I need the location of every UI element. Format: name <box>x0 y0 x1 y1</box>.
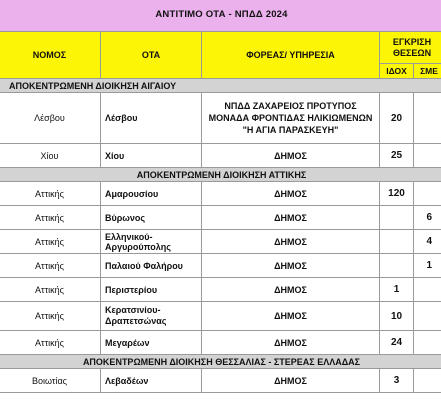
cell-foreas: ΔΗΜΟΣ <box>202 254 380 278</box>
cell-ota: Παλαιού Φαλήρου <box>101 254 202 278</box>
cell-foreas: ΔΗΜΟΣ <box>202 302 380 331</box>
table-row <box>0 93 441 144</box>
table-row <box>0 278 441 302</box>
cell-foreas: ΔΗΜΟΣ <box>202 206 380 230</box>
cell-foreas: ΔΗΜΟΣ <box>202 369 380 393</box>
cell-sme <box>414 182 441 206</box>
header-foreas: ΦΟΡΕΑΣ/ ΥΠΗΡΕΣΙΑ <box>202 32 380 79</box>
cell-idox: 3 <box>380 369 414 393</box>
table-row <box>0 182 441 206</box>
cell-foreas: ΔΗΜΟΣ <box>202 182 380 206</box>
section-row <box>0 79 441 93</box>
cell-idox <box>380 206 414 230</box>
section-label: ΑΠΟΚΕΝΤΡΩΜΕΝΗ ΔΙΟΙΚΗΣΗ ΘΕΣΣΑΛΙΑΣ - ΣΤΕΡΕΑΣ ΕΛΛΑΔΑΣ <box>0 355 441 369</box>
cell-nomos: Χίου <box>0 144 101 168</box>
header-ota: ΟΤΑ <box>101 32 202 79</box>
title-row <box>0 0 441 32</box>
cell-nomos: Αττικής <box>0 278 101 302</box>
cell-idox <box>380 254 414 278</box>
cell-nomos: Αττικής <box>0 182 101 206</box>
cell-nomos: Βοιωτίας <box>0 369 101 393</box>
cell-foreas: ΔΗΜΟΣ <box>202 331 380 355</box>
cell-nomos: Αττικής <box>0 230 101 254</box>
cell-ota: Χίου <box>101 144 202 168</box>
cell-ota: Βύρωνος <box>101 206 202 230</box>
header-idox: ΙΔΟΧ <box>380 64 414 79</box>
header-sme: ΣΜΕ <box>414 64 441 79</box>
cell-sme <box>414 93 441 144</box>
cell-ota: Κερατσινίου-Δραπετσώνας <box>101 302 202 331</box>
cell-idox <box>380 230 414 254</box>
cell-idox: 25 <box>380 144 414 168</box>
table-row <box>0 302 441 331</box>
cell-nomos: Αττικής <box>0 302 101 331</box>
cell-idox: 1 <box>380 278 414 302</box>
cell-sme: 4 <box>414 230 441 254</box>
cell-sme <box>414 331 441 355</box>
cell-ota: Ελληνικού-Αργυρούπολης <box>101 230 202 254</box>
cell-idox: 20 <box>380 93 414 144</box>
cell-nomos: Αττικής <box>0 254 101 278</box>
cell-foreas: ΔΗΜΟΣ <box>202 278 380 302</box>
header-egkrisi: ΕΓΚΡΙΣΗ ΘΕΣΕΩΝ <box>380 32 441 64</box>
header-row <box>0 32 441 64</box>
cell-ota: Μεγαρέων <box>101 331 202 355</box>
header-nomos: ΝΟΜΟΣ <box>0 32 101 79</box>
cell-sme: 6 <box>414 206 441 230</box>
cell-idox: 120 <box>380 182 414 206</box>
cell-nomos: Λέσβου <box>0 93 101 144</box>
table-row <box>0 254 441 278</box>
cell-sme <box>414 144 441 168</box>
table-row <box>0 206 441 230</box>
table-row <box>0 230 441 254</box>
cell-sme: 1 <box>414 254 441 278</box>
table-title: ΑΝΤΙΤΙΜΟ ΟΤΑ - ΝΠΔΔ 2024 <box>0 0 441 32</box>
table-row <box>0 369 441 393</box>
cell-idox: 24 <box>380 331 414 355</box>
section-row <box>0 355 441 369</box>
cell-foreas: ΔΗΜΟΣ <box>202 144 380 168</box>
cell-nomos: Αττικής <box>0 206 101 230</box>
cell-sme <box>414 278 441 302</box>
cell-ota: Λεβαδέων <box>101 369 202 393</box>
cell-foreas: ΔΗΜΟΣ <box>202 230 380 254</box>
cell-ota: Περιστερίου <box>101 278 202 302</box>
cell-nomos: Αττικής <box>0 331 101 355</box>
cell-sme <box>414 302 441 331</box>
section-row <box>0 168 441 182</box>
section-label: ΑΠΟΚΕΝΤΡΩΜΕΝΗ ΔΙΟΙΚΗΣΗ ΑΙΓΑΙΟΥ <box>0 79 441 93</box>
table-row <box>0 144 441 168</box>
cell-idox: 10 <box>380 302 414 331</box>
table-row <box>0 331 441 355</box>
cell-sme <box>414 369 441 393</box>
cell-ota: Λέσβου <box>101 93 202 144</box>
cell-ota: Αμαρουσίου <box>101 182 202 206</box>
cell-foreas: ΝΠΔΔ ΖΑΧΑΡΕΙΟΣ ΠΡΟΤΥΠΟΣ ΜΟΝΑΔΑ ΦΡΟΝΤΙΔΑΣ ΗΛΙΚΙΩΜΕΝΩΝ "Η ΑΓΙΑ ΠΑΡΑΣΚΕΥΗ" <box>202 93 380 144</box>
section-label: ΑΠΟΚΕΝΤΡΩΜΕΝΗ ΔΙΟΙΚΗΣΗ ΑΤΤΙΚΗΣ <box>0 168 441 182</box>
